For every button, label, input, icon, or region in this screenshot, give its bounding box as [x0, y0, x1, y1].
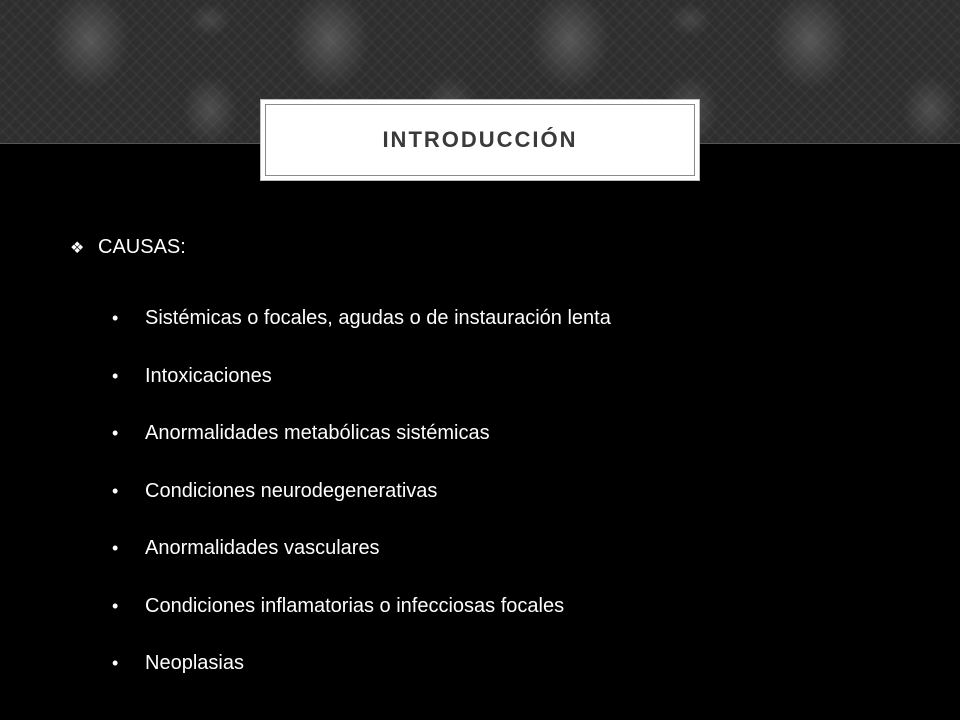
bullet-icon: • [112, 423, 119, 444]
bullet-icon: • [112, 538, 119, 559]
list-item-text: Condiciones inflamatorias o infecciosas focales [145, 594, 565, 617]
list-item [112, 405, 611, 463]
slide-title: INTRODUCCIÓN [382, 127, 578, 152]
list-item [112, 578, 611, 636]
list-item-text: Anormalidades metabólicas sistémicas [145, 422, 490, 445]
list-item-text: Anormalidades vasculares [145, 537, 380, 560]
list-item [112, 290, 611, 348]
bullet-icon: • [112, 480, 119, 501]
list-item [112, 520, 611, 578]
causes-heading [70, 236, 186, 259]
list-item-text: Intoxicaciones [145, 364, 272, 387]
bullet-icon: • [112, 595, 119, 616]
causes-list [112, 290, 611, 693]
list-item-text: Sistémicas o focales, agudas o de instauración lenta [145, 307, 611, 330]
list-item-text: Neoplasias [145, 652, 244, 675]
bullet-icon: • [112, 653, 119, 674]
bullet-icon: • [112, 365, 119, 386]
bullet-icon: • [112, 308, 119, 329]
list-item [112, 463, 611, 521]
list-item [112, 348, 611, 406]
list-item-text: Condiciones neurodegenerativas [145, 479, 438, 502]
list-item [112, 635, 611, 693]
diamond-bullet-icon: ❖ [70, 239, 85, 257]
causes-heading-text: CAUSAS: [98, 236, 186, 258]
